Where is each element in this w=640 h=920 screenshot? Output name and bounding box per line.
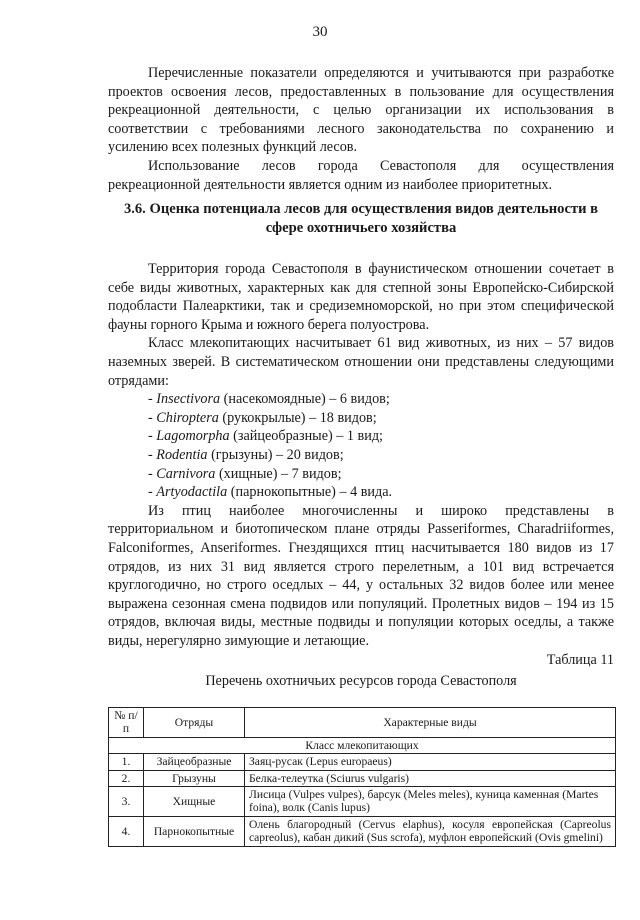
order-desc: (зайцеобразные) – 1 вид; (229, 428, 383, 445)
order-item: - Rodentia (грызуны) – 20 видов; (148, 446, 344, 463)
page-number: 30 (312, 24, 328, 40)
order-desc: (насекомоядные) – 6 видов; (220, 391, 390, 408)
class-mammals: Класс млекопитающих (109, 737, 616, 753)
order-item: - Artyodactila (парнокопытные) – 4 вида. (148, 484, 393, 501)
order-desc: (хищные) – 7 видов; (215, 465, 342, 482)
row-order: Грызуны (144, 770, 245, 786)
row-species: Лисица (Vulpes vulpes), барсук (Meles meles), куница каменная (Martes foina), волк (Canis lupus) (245, 787, 616, 817)
order-latin: Chiroptera (156, 409, 219, 426)
table-label: Таблица 11 (546, 652, 614, 668)
intro-paragraph-2: Использование лесов города Севастополя для осуществления рекреационной деятельности является одним из наиболее приоритетных. (108, 157, 614, 193)
orders-list (108, 390, 614, 502)
row-number: 4. (109, 816, 144, 846)
row-order: Парнокопытные (144, 816, 245, 846)
order-item: - Insectivora (насекомоядные) – 6 видов; (148, 391, 390, 408)
order-item: - Chiroptera (рукокрылые) – 18 видов; (148, 409, 377, 426)
row-species: Олень благородный (Cervus elaphus), косуля европейская (Capreolus capreolus), кабан дикий (Sus scrofa), муфлон европейский (Ovis gmelini) (245, 816, 616, 846)
intro-paragraph-1: Перечисленные показатели определяются и учитываются при разработке проектов освоения лесов, предоставленных в пользование для осуществления рекреационной деятельности, с целью организации их использования в соответствии с требованиями лесного законодательства по сохранению и усилению всех полезных функций лесов. (108, 65, 614, 156)
paragraph-territory: Территория города Севастополя в фаунистическом отношении сочетает в себе виды животных, характерных как для степной зоны Европейско-Сибирской подобласти Палеарктики, так и средиземноморской, но при этом специфической фауны горного Крыма и южного берега полуострова. (108, 261, 614, 333)
order-latin: Rodentia (156, 446, 208, 463)
table-row (109, 816, 616, 846)
fauna-section (108, 260, 614, 650)
table-row (109, 754, 616, 770)
row-number: 1. (109, 754, 144, 770)
order-desc: (грызуны) – 20 видов; (207, 446, 344, 463)
row-number: 2. (109, 770, 144, 786)
header-species: Характерные виды (245, 708, 616, 738)
paragraph-mammals: Класс млекопитающих насчитывает 61 вид животных, из них – 57 видов наземных зверей. В систематическом отношении они представлены следующими отрядами: (108, 335, 614, 389)
order-item: - Carnivora (хищные) – 7 видов; (148, 465, 342, 482)
row-order: Зайцеобразные (144, 754, 245, 770)
order-desc: (рукокрылые) – 18 видов; (218, 409, 377, 426)
header-orders: Отряды (144, 708, 245, 738)
order-latin: Carnivora (156, 465, 216, 482)
section-heading: 3.6. Оценка потенциала лесов для осуществления видов деятельности в сфере охотничьего хозяйства (123, 201, 599, 236)
order-desc: (парнокопытные) – 4 вида. (227, 484, 393, 501)
intro-section (108, 64, 614, 194)
table-row (109, 770, 616, 786)
row-species: Заяц-русак (Lepus europaeus) (245, 754, 616, 770)
table-row (109, 787, 616, 817)
table-header-row (109, 708, 616, 738)
row-order: Хищные (144, 787, 245, 817)
row-species: Белка-телеутка (Sciurus vulgaris) (245, 770, 616, 786)
row-number: 3. (109, 787, 144, 817)
order-latin: Insectivora (156, 391, 221, 408)
order-latin: Lagomorpha (156, 428, 230, 445)
header-number: № п/п (109, 708, 144, 738)
table-class-row (109, 737, 616, 753)
paragraph-birds: Из птиц наиболее многочисленны и широко представлены в территориальном и биотопическом плане отряды Passeriformes, Charadriiformes, Falconiformes, Anseriformes. Гнездящихся птиц насчитывается 180 видов из 17 отрядов, из них 31 вид является строго перелетным, а 101 вид встречается круглогодично, но строго оседлых – 44, у остальных 32 видов более или менее выражена сезонная смена подвидов или популяций. Пролетных видов – 194 из 15 отрядов, включая виды, местные подвиды и популяции которых оседлы, а также виды, нерегулярно зимующие и летающие. (108, 502, 614, 649)
table-title: Перечень охотничьих ресурсов города Севастополя (205, 673, 517, 689)
hunting-resources-table (108, 707, 616, 847)
order-latin: Artyodactila (156, 484, 228, 501)
order-item: - Lagomorpha (зайцеобразные) – 1 вид; (148, 428, 383, 445)
